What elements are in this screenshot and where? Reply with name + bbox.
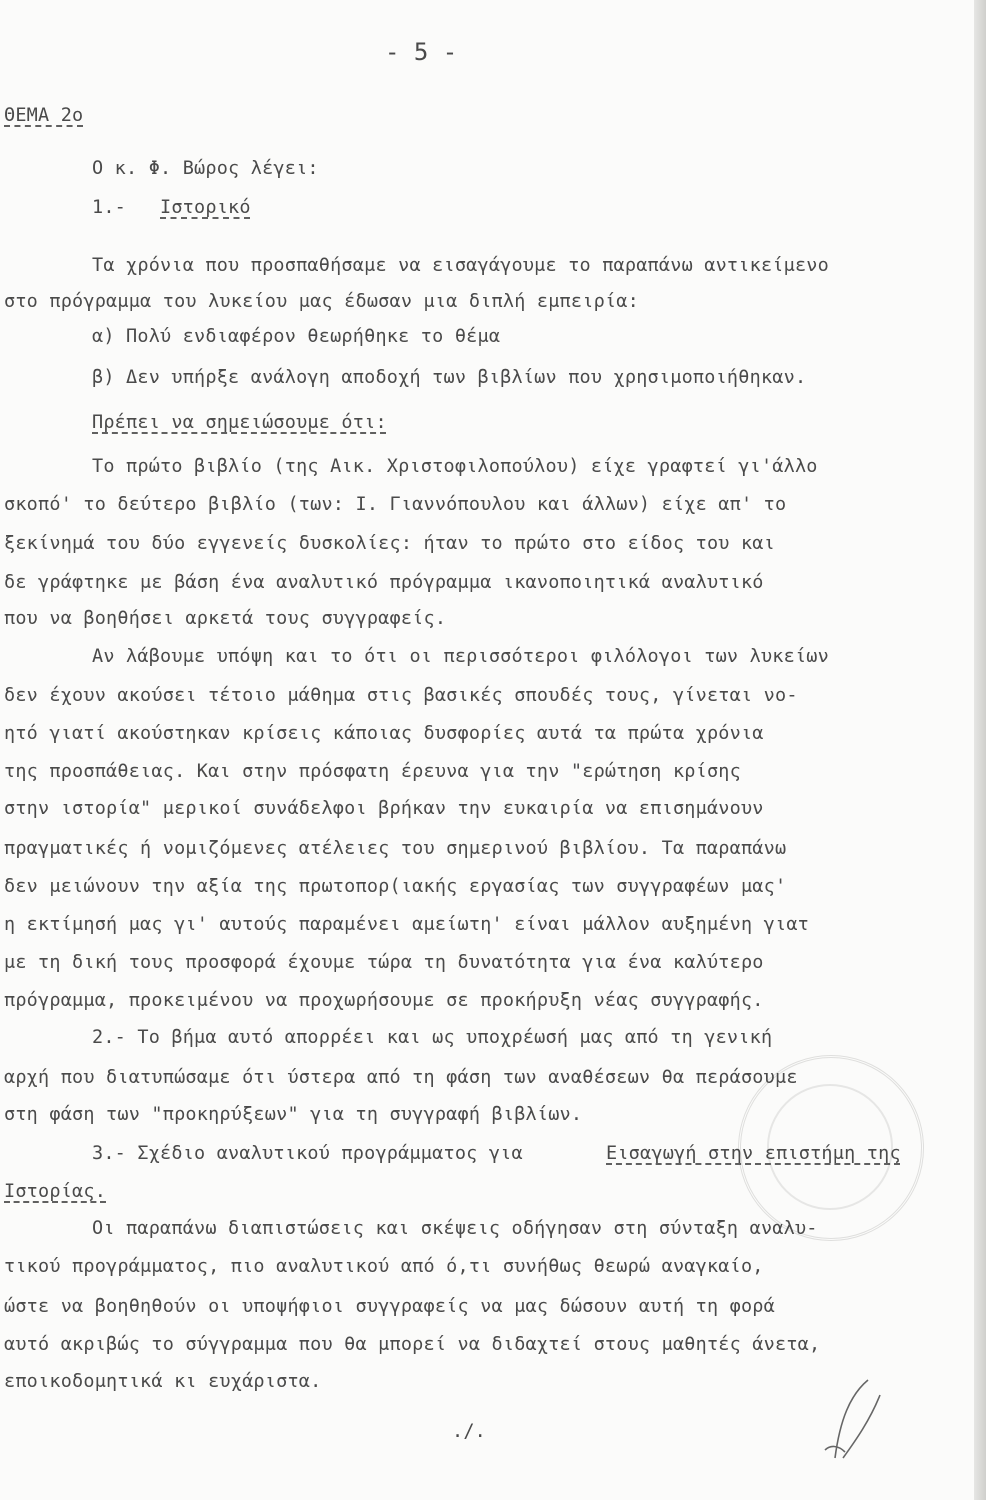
text-line: ./. <box>452 1421 487 1442</box>
text-line: Ο κ. Φ. Βώρος λέγει: <box>92 158 319 179</box>
text-line: 1.- <box>92 197 127 218</box>
text-line: 2.- Το βήμα αυτό απορρέει και ως υποχρέωσή μας από τη γενική <box>92 1027 773 1048</box>
text-line: Ιστορικό <box>160 197 251 218</box>
text-line: α) Πολύ ενδιαφέρον θεωρήθηκε το θέμα <box>92 326 501 347</box>
text-line: ώστε να βοηθηθούν οι υποψήφιοι συγγραφείς να μας δώσουν αυτή τη φορά <box>4 1296 775 1317</box>
text-line: σκοπό' το δεύτερο βιβλίο (των: Ι. Γιαννόπουλου και άλλων) είχε απ' το <box>4 494 787 515</box>
text-line: εποικοδομητικά κι ευχάριστα. <box>4 1371 322 1392</box>
text-line: ΘΕΜΑ 2ο <box>4 105 84 126</box>
text-line: δε γράφτηκε με βάση ένα αναλυτικό πρόγραμμα ικανοποιητικά αναλυτικό <box>4 572 764 593</box>
text-line: αρχή που διατυπώσαμε ότι ύστερα από τη φάση των αναθέσεων θα περάσουμε <box>4 1067 798 1088</box>
text-line: Εισαγωγή στην επιστήμη της <box>606 1143 901 1164</box>
text-line: ξεκίνημά του δύο εγγενείς δυσκολίες: ήταν το πρώτο στο είδος του και <box>4 533 775 554</box>
text-line: Οι παραπάνω διαπιστώσεις και σκέψεις οδήγησαν στη σύνταξη αναλυ- <box>92 1218 818 1239</box>
text-line: δεν έχουν ακούσει τέτοιο μάθημα στις βασικές σπουδές τους, γίνεται νο- <box>4 685 798 706</box>
text-line: πραγματικές ή νομιζόμενες ατέλειες του σημερινού βιβλίου. Τα παραπάνω <box>4 838 787 859</box>
text-line: τικού προγράμματος, πιο αναλυτικού από ό,τι συνήθως θεωρώ αναγκαίο, <box>4 1256 764 1277</box>
text-line: δεν μειώνουν την αξία της πρωτοπορ(ιακής εργασίας των συγγραφέων μας' <box>4 876 787 897</box>
text-line: στην ιστορία" μερικοί συνάδελφοι βρήκαν την ευκαιρία να επισημάνουν <box>4 798 764 819</box>
page-number: - 5 - <box>385 38 458 66</box>
text-line: β) Δεν υπήρξε ανάλογη αποδοχή των βιβλίων που χρησιμοποιήθηκαν. <box>92 367 807 388</box>
text-line: Τα χρόνια που προσπαθήσαμε να εισαγάγουμε το παραπάνω αντικείμενο <box>92 255 829 276</box>
text-line: Πρέπει να σημειώσουμε ότι: <box>92 412 387 433</box>
text-line: Αν λάβουμε υπόψη και το ότι οι περισσότεροι φιλόλογοι των λυκείων <box>92 646 829 667</box>
text-line: στη φάση των "προκηρύξεων" για τη συγγραφή βιβλίων. <box>4 1104 583 1125</box>
text-line: με τη δική τους προσφορά έχουμε τώρα τη δυνατότητα για ένα καλύτερο <box>4 952 764 973</box>
text-line: 3.- Σχέδιο αναλυτικού προγράμματος για <box>92 1143 523 1164</box>
text-line: ητό γιατί ακούστηκαν κρίσεις κάποιας δυσφορίες αυτά τα πρώτα χρόνια <box>4 723 764 744</box>
text-line: πρόγραμμα, προκειμένου να προχωρήσουμε σε προκήρυξη νέας συγγραφής. <box>4 990 764 1011</box>
text-line: Το πρώτο βιβλίο (της Αικ. Χριστοφιλοπούλου) είχε γραφτεί γι'άλλο <box>92 456 818 477</box>
text-line: της προσπάθειας. Και στην πρόσφατη έρευνα για την "ερώτηση κρίσης <box>4 761 741 782</box>
text-line: Ιστορίας. <box>4 1181 107 1202</box>
text-line: αυτό ακριβώς το σύγγραμμα που θα μπορεί να διδαχτεί στους μαθητές άνετα, <box>4 1334 821 1355</box>
text-line: η εκτίμησή μας γι' αυτούς παραμένει αμείωτη' είναι μάλλον αυξημένη γιατ <box>4 914 809 935</box>
text-line: στο πρόγραμμα του λυκείου μας έδωσαν μια διπλή εμπειρία: <box>4 291 639 312</box>
text-line: που να βοηθήσει αρκετά τους συγγραφείς. <box>4 608 447 629</box>
